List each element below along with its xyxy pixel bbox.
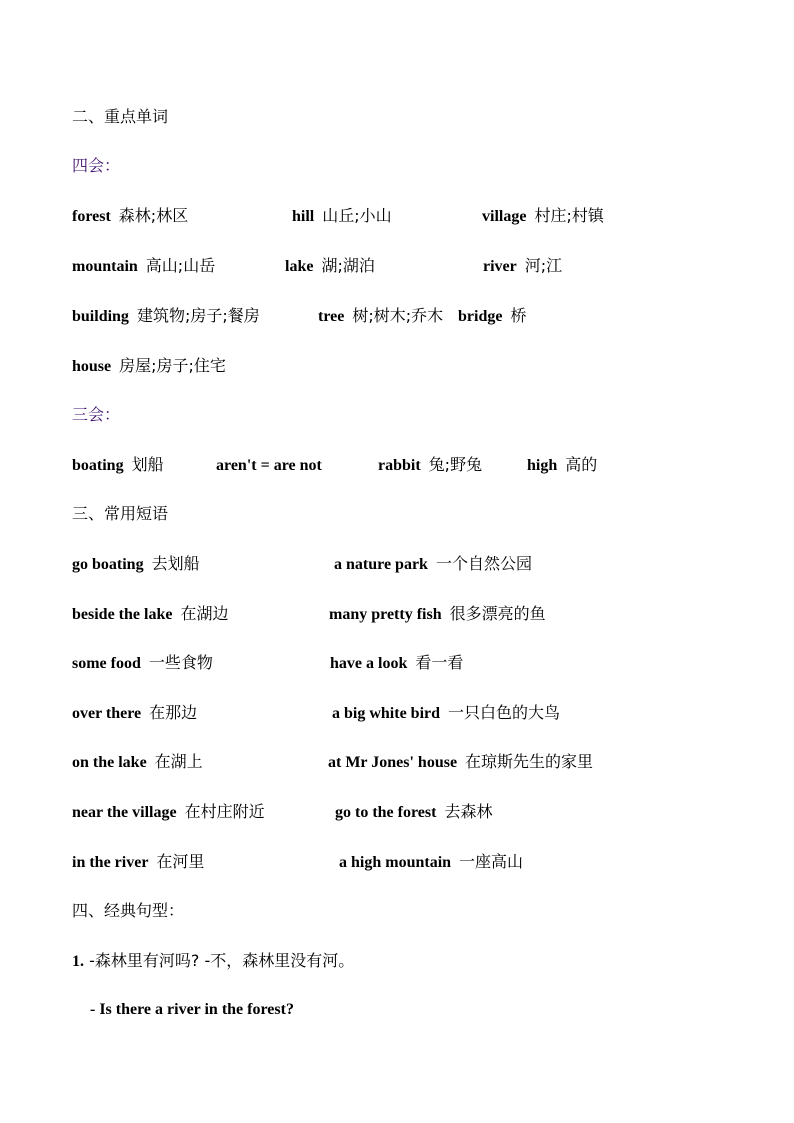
word-en: mountain [72, 258, 138, 275]
word-zh: 建筑物;房子;餐房 [136, 306, 260, 325]
section-sentences: 四、经典句型： [72, 901, 185, 920]
word-zh: 森林;林区 [118, 206, 189, 225]
word-en: rabbit [378, 457, 421, 474]
sentence-en: - Is there a river in the forest? [90, 1001, 294, 1018]
phrase-zh: 在湖边 [180, 604, 229, 623]
phrase-en: at Mr Jones' house [328, 754, 458, 771]
word-zh: 高的 [565, 455, 598, 474]
phrase-en: over there [72, 705, 142, 722]
phrase-en: near the village [72, 804, 177, 821]
phrase-zh: 在河里 [156, 852, 205, 871]
phrase-zh: 很多漂亮的鱼 [449, 604, 546, 623]
word-en: house [72, 358, 112, 375]
word-en: hill [292, 208, 315, 225]
word-en: high [527, 457, 558, 474]
word-en: building [72, 308, 129, 325]
phrase-en: a big white bird [332, 705, 441, 722]
word-en: village [482, 208, 527, 225]
word-zh: 桥 [510, 306, 527, 325]
phrase-zh: 在湖上 [154, 752, 203, 771]
word-zh: 高山;山岳 [145, 256, 216, 275]
sentence-zh-text: -森林里有河吗? -不，森林里没有河。 [89, 951, 355, 970]
phrase-zh: 一个自然公园 [435, 554, 532, 573]
phrase-zh: 在那边 [149, 703, 198, 722]
phrase-en: go boating [72, 556, 144, 573]
word-zh: 房屋;房子;住宅 [119, 356, 226, 375]
phrase-zh: 在琼斯先生的家里 [465, 752, 594, 771]
phrase-en: in the river [72, 854, 149, 871]
phrase-zh: 去划船 [151, 554, 200, 573]
phrase-zh: 看一看 [415, 653, 464, 672]
phrase-zh: 一些食物 [148, 653, 213, 672]
phrase-en: many pretty fish [329, 606, 442, 623]
phrase-en: some food [72, 655, 141, 672]
word-en: boating [72, 457, 124, 474]
phrase-zh: 一只白色的大鸟 [448, 703, 561, 722]
word-en: river [483, 258, 517, 275]
phrase-en: go to the forest [335, 804, 437, 821]
section-three-skills: 三会： [72, 405, 121, 424]
phrase-zh: 去森林 [444, 802, 493, 821]
phrase-en: a nature park [334, 556, 428, 573]
word-zh: 划船 [131, 455, 164, 474]
sentence-zh [72, 949, 354, 973]
word-zh: 山丘;小山 [322, 206, 392, 225]
sentence-number: 1. [72, 953, 84, 970]
word-zh: 湖;湖泊 [321, 256, 375, 275]
word-en: bridge [458, 308, 503, 325]
phrase-zh: 在村庄附近 [184, 802, 265, 821]
word-zh: 树;树木;乔木 [352, 306, 444, 325]
word-en: lake [285, 258, 314, 275]
section-four-skills: 四会： [72, 156, 121, 175]
word-zh: 河;江 [524, 256, 563, 275]
phrase-zh: 一座高山 [459, 852, 524, 871]
word-en: aren't = are not [216, 457, 322, 474]
section-key-words: 二、重点单词 [72, 107, 169, 126]
phrase-en: on the lake [72, 754, 147, 771]
word-zh: 村庄;村镇 [534, 206, 604, 225]
word-en: tree [318, 308, 345, 325]
phrase-en: have a look [330, 655, 408, 672]
word-zh: 兔;野兔 [428, 455, 483, 474]
phrase-en: a high mountain [339, 854, 452, 871]
section-phrases: 三、常用短语 [72, 504, 169, 523]
phrase-en: beside the lake [72, 606, 173, 623]
word-en: forest [72, 208, 111, 225]
